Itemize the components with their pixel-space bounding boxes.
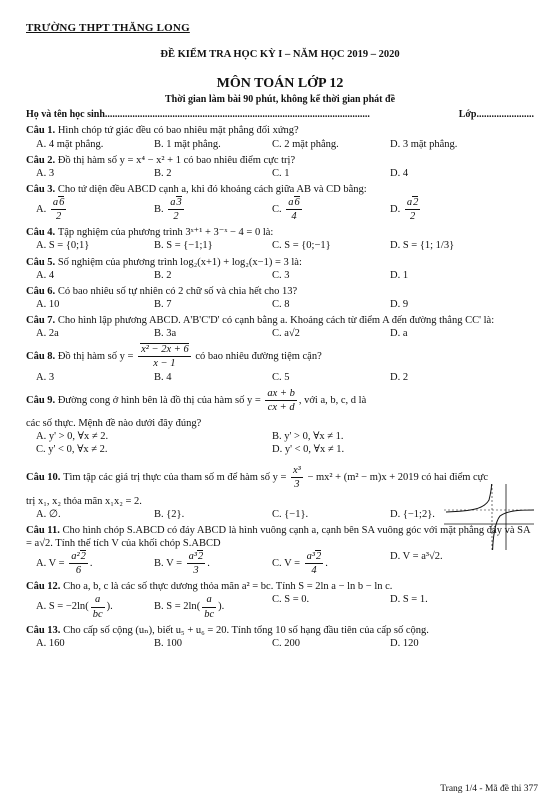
option[interactable]: C. S = {0;−1} [272,240,331,252]
question-9: Câu 9. Đường cong ở hình bên là đồ thị của hàm số y = $\frac{ax + b}{cx + d}$ , với a, b, c, d là [26,387,367,413]
option[interactable]: D. 1 [390,269,409,281]
left-branch [446,484,492,512]
option[interactable]: A. y' > 0, ∀x ≠ 2. [36,431,109,442]
options-11 [26,550,534,577]
option[interactable]: C. y' < 0, ∀x ≠ 2. [36,444,108,456]
options-3 [26,196,534,223]
subject-title: MÔN TOÁN LỚP 12 [216,75,344,91]
option[interactable]: A. S = −2ln( $\frac{a}{bc}$ ). [36,594,113,620]
option[interactable]: D. a [390,328,408,340]
option[interactable]: A. 4 [36,269,55,281]
option[interactable]: D. S = {1; 1/3} [390,240,455,252]
question-13: Câu 13. Cho cấp số cộng (uₙ), biết u₅ + u₆ = 20. Tính tổng 10 số hạng đầu tiên của cấp số cộng. [26,624,429,636]
option[interactable]: D. 9 [390,298,409,310]
option[interactable]: C. 5 [272,371,290,383]
options-5 [26,269,534,282]
option[interactable]: A. 10 [36,298,60,310]
option[interactable]: D. y' < 0, ∀x ≠ 1. [272,444,345,456]
question-5: Câu 5. Số nghiệm của phương trình log₂(x+1) + log₂(x−1) = 3 là: [26,256,302,268]
option[interactable]: D. $\frac{a2}{2}$ [390,197,419,223]
option[interactable]: D. 3 mặt phẳng. [390,138,458,150]
function-graph [442,482,536,552]
option[interactable]: B. S = {−1;1} [154,240,213,252]
student-dots: .......................................................................................................... [104,108,370,120]
option[interactable]: D. 120 [390,637,419,649]
option[interactable]: B. y' > 0, ∀x ≠ 1. [272,431,344,442]
option[interactable]: B. 7 [154,298,172,310]
student-label: Họ và tên học sinh [26,108,105,120]
option[interactable]: C. 1 [272,167,290,179]
question-1: Câu 1. Hình chóp tứ giác đều có bao nhiêu mặt phẳng đối xứng? [26,125,299,137]
option[interactable]: B. 1 mặt phẳng. [154,138,221,150]
question-3: Câu 3. Cho tứ diện đều ABCD cạnh a, khi đó khoảng cách giữa AB và CD bằng: [26,183,367,195]
options-12 [26,593,534,620]
option[interactable]: C. {−1}. [272,508,309,520]
question-11: Câu 11. Cho hình chóp S.ABCD có đáy ABCD là hình vuông cạnh a, cạnh bên SA vuông góc với mặt phẳng đáy và SA = a√2. Tính thể tích V của khối chóp S.ABCD [26,524,530,549]
option[interactable]: C. $\frac{a6}{4}$ [272,197,300,223]
options-7 [26,327,534,340]
option[interactable]: C. a√2 [272,328,300,340]
class-label: Lớp [458,108,477,120]
option[interactable]: B. V = $\frac{\text{a³2}}{3}$ . [154,551,210,577]
option[interactable]: C. 2 mặt phẳng. [272,138,339,150]
question-12: Câu 12. Cho a, b, c là các số thực dương thỏa mãn a² = bc. Tính S = 2ln a − ln b − ln c. [26,581,393,593]
option[interactable]: D. {−1;2}. [390,508,435,520]
option[interactable]: A. 4 mặt phẳng. [36,138,104,150]
right-branch [493,510,534,550]
options-6 [26,298,534,311]
option[interactable]: C. 8 [272,298,290,310]
option[interactable]: A. 2a [36,328,59,340]
option[interactable]: A. 3 [36,371,55,383]
question-8: Câu 8. Đồ thị hàm số y = $\frac{\text{x² − 2x + 6}}{x - 1}$ có bao nhiêu đường tiệm cận? [26,344,322,370]
option[interactable]: D. 4 [390,167,409,179]
options-8 [26,371,534,384]
option[interactable]: A. $\frac{a6}{2}$ [36,197,65,223]
option[interactable]: B. $\frac{a3}{2}$ [154,197,182,223]
option[interactable]: B. 3a [154,328,177,340]
question-6: Câu 6. Có bao nhiêu số tự nhiên có 2 chữ số và chia hết cho 13? [26,285,298,297]
options-9 [26,430,534,456]
option[interactable]: B. {2}. [154,508,185,520]
option[interactable]: C. 200 [272,637,301,649]
option[interactable]: D. 2 [390,371,409,383]
question-9-cont: các số thực. Mệnh đề nào dưới đây đúng? [26,417,202,429]
option[interactable]: B. S = 2ln( $\frac{a}{bc}$ ). [154,594,225,620]
student-line [26,109,534,122]
options-2 [26,167,534,180]
school-name: TRƯỜNG THPT THĂNG LONG [26,22,190,34]
page-footer: Trang 1/4 - Mã đề thi 377 [440,784,538,795]
options-1 [26,138,534,151]
option[interactable]: B. 2 [154,269,172,281]
option[interactable]: C. 3 [272,269,290,281]
option[interactable]: D. V = a³√2. [390,551,443,562]
time-note: Thời gian làm bài 90 phút, không kể thời gian phát đề [164,94,396,106]
question-2: Câu 2. Đồ thị hàm số y = x⁴ − x² + 1 có bao nhiêu điểm cực trị? [26,154,296,166]
question-7: Câu 7. Cho hình lập phương ABCD. A'B'C'D' có cạnh bằng a. Khoảng cách từ điểm A đến đường thẳng CC' là: [26,315,495,326]
option[interactable]: C. S = 0. [272,594,310,606]
option[interactable]: B. 2 [154,167,172,179]
question-10: Câu 10. Tìm tập các giá trị thực của tham số m để hàm số y = $\frac{\text{x³}}{3}$ − mx² + (m² − m)x + 2019 có hai điểm cực [26,465,489,491]
option[interactable]: A. 3 [36,167,55,179]
option[interactable]: B. 100 [154,637,183,649]
option[interactable]: A. S = {0;1} [36,240,90,252]
exam-title: ĐỀ KIỂM TRA HỌC KỲ I – NĂM HỌC 2019 – 2020 [160,48,400,60]
option[interactable]: A. 160 [36,637,65,649]
option[interactable]: B. 4 [154,371,172,383]
option[interactable]: C. V = $\frac{\text{a³2}}{4}$ . [272,551,328,577]
options-4 [26,239,534,252]
options-13 [26,637,534,650]
option[interactable]: A. ∅. [36,508,61,520]
option[interactable]: D. S = 1. [390,594,428,606]
question-10-cont: trị x₁, x₂ thỏa mãn x₁x₂ = 2. [26,495,142,507]
option[interactable]: A. V = $\frac{\text{a²2}}{6}$ . [36,551,93,577]
class-dots: ....................... [476,108,534,120]
question-4: Câu 4. Tập nghiệm của phương trình 3ˣ⁺¹ + 3⁻ˣ − 4 = 0 là: [26,227,274,239]
